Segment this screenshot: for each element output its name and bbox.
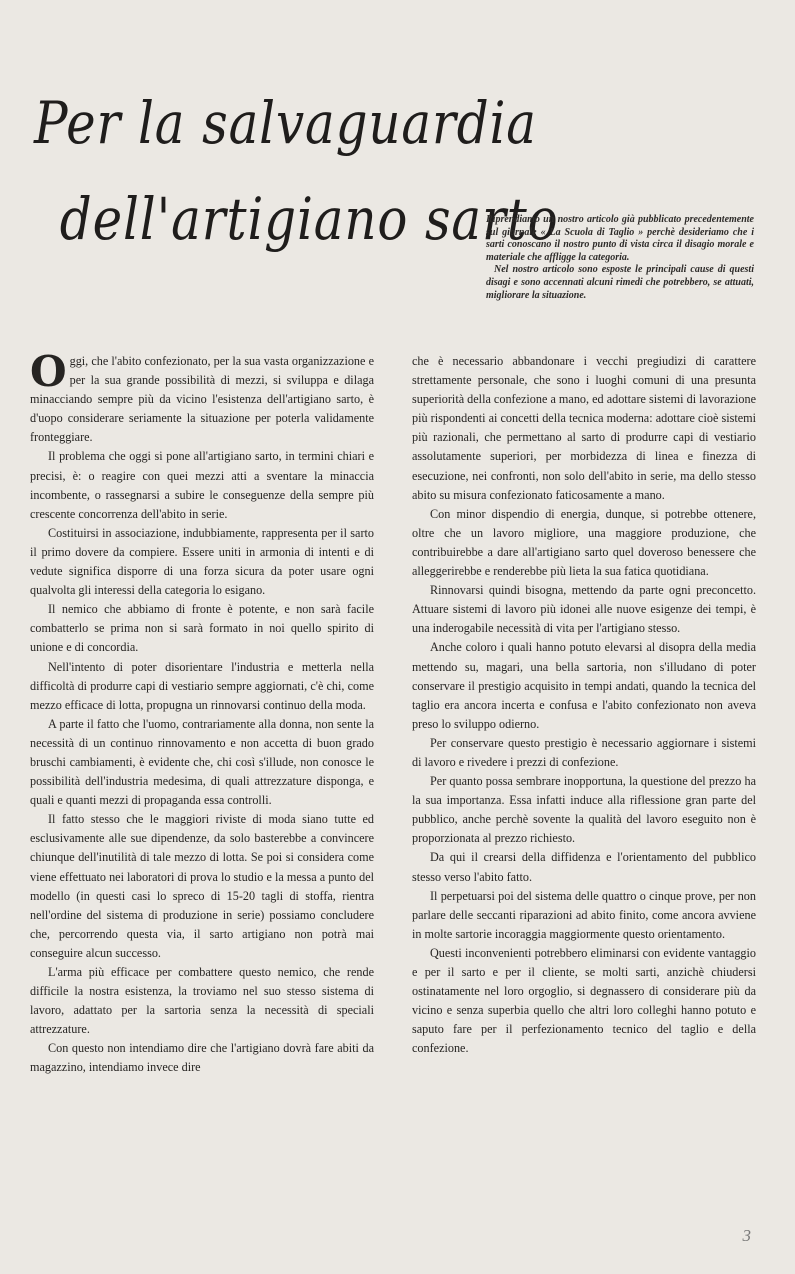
article-body [30, 347, 756, 1078]
body-paragraph: Per conservare questo prestigio è necessario aggiornare i sistemi di lavoro e rivedere i prezzi di confezione. [412, 735, 756, 769]
body-paragraph: Il problema che oggi si pone all'artigiano sarto, in termini chiari e precisi, è: o reagire con quei mezzi atti a sventare la minaccia incombente, o rassegnarsi a subire le conseguenze della sempre più crescente concorrenza dell'abito in serie. [30, 449, 374, 521]
body-paragraph: Nell'intento di poter disorientare l'industria e metterla nella difficoltà di produrre capi di vestiario sempre aggiornati, c'è chi, come mezzo efficace di lotta, propugna un rinnovarsi continuo della moda. [30, 659, 374, 712]
body-paragraph: che è necessario abbandonare i vecchi pregiudizi di carattere strettamente personale, che sono i luoghi comuni di una presunta superiorità della confezione a mano, ed adottare sistemi di lavorazione più rispondenti ai concetti della tecnica moderna: adottare cioè sistemi più razionali, che permettano al sarto di produrre capi di vestiario assolutamente superiori, per morbidezza di linea e finezza di esecuzione, nei confronti, non solo dell'abito in serie, ma dello stesso abito su misura confezionato faticosamente a mano. [412, 354, 756, 502]
intro-paragraph: Nel nostro articolo sono esposte le principali cause di questi disagi e sono accennati alcuni rimedi che potrebbero, se attuati, migliorare la situazione. [486, 264, 754, 301]
column-right [412, 352, 756, 1078]
page-number: 3 [742, 1226, 751, 1245]
body-paragraph: Da qui il crearsi della diffidenza e l'orientamento del pubblico stesso verso l'abito fatto. [412, 850, 756, 884]
body-paragraph: Questi inconvenienti potrebbero eliminarsi con evidente vantaggio e per il sarto e per il cliente, se molti sarti, anzichè chiudersi ostinatamente nel loro orgoglio, si degnassero di considerare più da vicino e senza superbia quello che altri loro colleghi hanno potuto e saputo fare per il perfezionamento tecnico del taglio e della confezione. [412, 945, 756, 1056]
title-line-2: dell'artigiano sarto [59, 184, 559, 253]
body-paragraph: Rinnovarsi quindi bisogna, mettendo da parte ogni preconcetto. Attuare sistemi di lavoro più idonei alle nuove esigenze dei tempi, è una inderogabile necessità di vita per l'artigiano stesso. [412, 583, 756, 636]
body-paragraph: Il perpetuarsi poi del sistema delle quattro o cinque prove, per non parlare delle seccanti riparazioni ad abito finito, come ancora avviene in molte sartorie incoraggia maggiormente questo orientamento. [412, 888, 756, 941]
column-left [30, 347, 374, 1078]
body-paragraph: Il fatto stesso che le maggiori riviste di moda siano tutte ed esclusivamente alle sue dipendenze, da solo basterebbe a convincere chiunque dell'inutilità di tale mezzo di lotta. Se poi si considera come viene effettuato nei laboratori di prova lo studio e la messa a punto del modello (in questi casi lo spreco di 15-20 tagli di stoffa, rientra nell'ordine del sistema di produzione in serie) possiamo concludere che, percorrendo questa via, il sarto artigiano non potrà mai conseguire alcun successo. [30, 812, 374, 960]
drop-cap: O [30, 347, 67, 396]
body-paragraph: Con minor dispendio di energia, dunque, si potrebbe ottenere, oltre che un lavoro migliore, una maggiore produzione, che contribuirebbe a dare all'artigiano sarto quel doveroso benessere che alleggerirebbe e renderebbe più lieta la sua fatica quotidiana. [412, 506, 756, 579]
intro-paragraph: Riprendiamo un nostro articolo già pubblicato precedentemente sul giornale « La Scuola di Taglio » perchè desideriamo che i sarti conoscano il nostro punto di vista circa il disagio morale e materiale che affligge la categoria. [486, 214, 754, 263]
title-line-1: Per la salvaguardia [34, 88, 537, 157]
body-paragraph: L'arma più efficace per combattere questo nemico, che rende difficile la nostra esistenza, la troviamo nel suo stesso sistema di lavoro, adattato per la sartoria senza la necessità di speciali attrezzature. [30, 965, 374, 1037]
body-paragraph: Anche coloro i quali hanno potuto elevarsi al disopra della media mettendo su, magari, una bella sartoria, non s'illudano di poter conservare il prestigio acquisito in tempi andati, quando la tecnica del taglio era ancora incerta e confusa e l'abito confezionato non aveva preso lo sviluppo odierno. [412, 640, 756, 731]
intro-note [486, 214, 754, 302]
body-paragraph: Il nemico che abbiamo di fronte è potente, e non sarà facile combatterlo se prima non si sarà formato in noi quello spirito di unione e di concordia. [30, 602, 374, 655]
body-paragraph: Costituirsi in associazione, indubbiamente, rappresenta per il sarto il primo dovere da compiere. Essere uniti in armonia di intenti e di vedute significa disporre di una forza sicura da poter usare ogni qualvolta gli interessi della categoria lo esigano. [30, 525, 374, 598]
body-paragraph: Per quanto possa sembrare inopportuna, la questione del prezzo ha la sua importanza. Essa infatti induce alla riflessione gran parte del pubblico, anche perchè sovente la qualità del lavoro eseguito non è proporzionata al prezzo richiesto. [412, 774, 756, 846]
body-paragraph: Con questo non intendiamo dire che l'artigiano dovrà fare abiti da magazzino, intendiamo invece dire [30, 1041, 374, 1075]
body-paragraph: A parte il fatto che l'uomo, contrariamente alla donna, non sente la necessità di un continuo rinnovamento e non accetta di buon grado bruschi cambiamenti, è evidente che, chi così s'illude, non conosce le possibilità dell'industria medesima, di quali attrezzature disponga, e quali e quanti mezzi di propaganda essa controlli. [30, 716, 374, 808]
body-paragraph: Oggi, che l'abito confezionato, per la sua vasta organizzazione e per la sua grande possibilità di mezzi, si sviluppa e dilaga minacciando sempre più da vicino l'esistenza dell'artigiano sarto, è d'uopo considerare seriamente la situazione per poterla validamente fronteggiare. [30, 347, 374, 445]
